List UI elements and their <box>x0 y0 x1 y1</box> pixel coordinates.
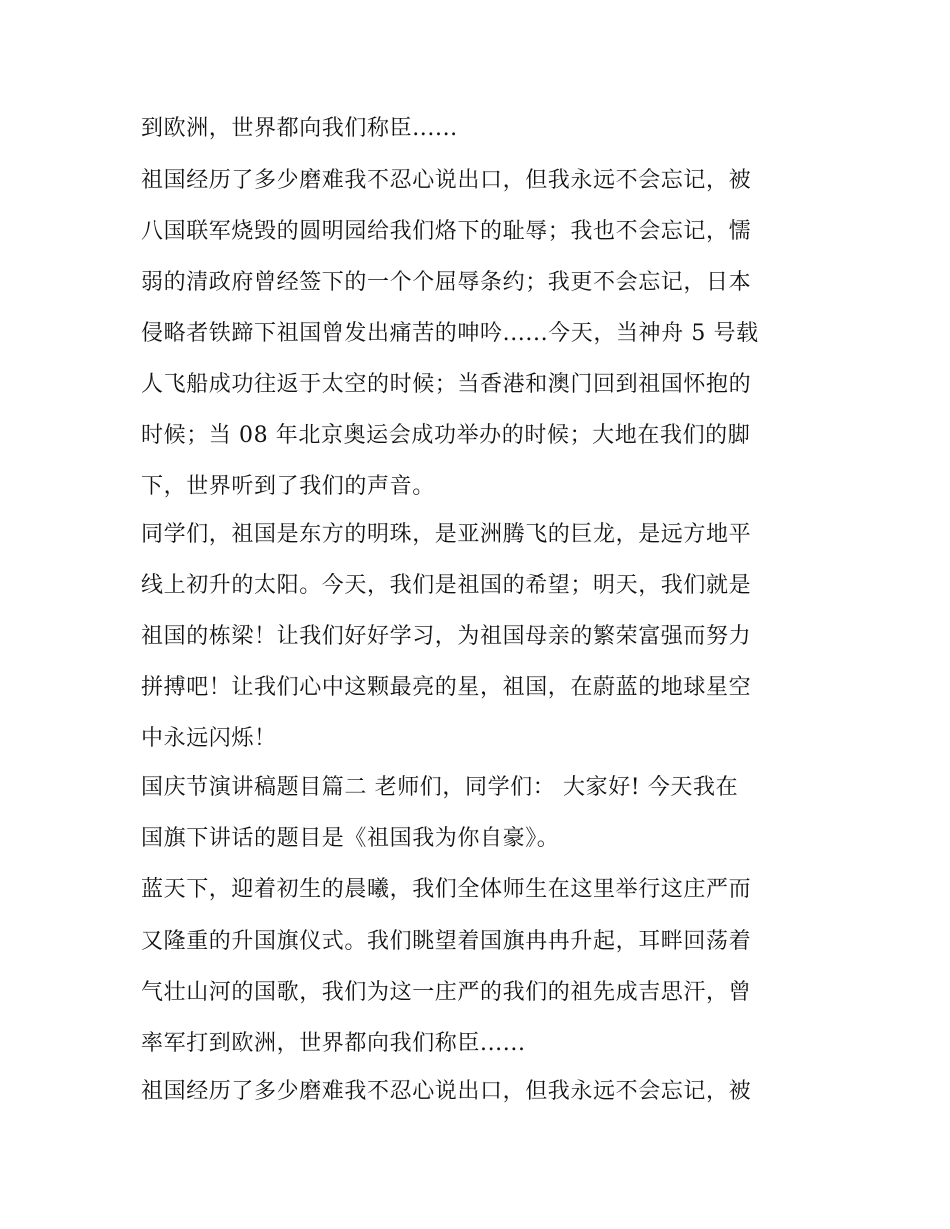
text-line: 到欧洲，世界都向我们称臣...... <box>141 116 458 141</box>
text-line: 国旗下讲话的题目是《祖国我为你自豪》。 <box>141 826 560 851</box>
text-line: 率军打到欧洲，世界都向我们称臣...... <box>141 1031 526 1056</box>
text-line: 国庆节演讲稿题目篇二 老师们，同学们： 大家好! 今天我在 <box>141 775 739 800</box>
text-line: 祖国经历了多少磨难我不忍心说出口，但我永远不会忘记，被 <box>141 168 752 193</box>
text-line: 时候；当 08 年北京奥运会成功举办的时候；大地在我们的脚 <box>141 423 751 448</box>
text-line: 人飞船成功往返于太空的时候；当香港和澳门回到祖国怀抱的 <box>141 372 752 397</box>
text-line: 同学们，祖国是东方的明珠，是亚洲腾飞的巨龙，是远方地平 <box>141 522 752 547</box>
text-line: 祖国经历了多少磨难我不忍心说出口，但我永远不会忘记，被 <box>141 1079 752 1104</box>
text-line: 蓝天下，迎着初生的晨曦，我们全体师生在这里举行这庄严而 <box>141 877 752 902</box>
text-line: 弱的清政府曾经签下的一个个屈辱条约；我更不会忘记，日本 <box>141 270 752 295</box>
text-line: 中永远闪烁！ <box>141 726 277 751</box>
text-line: 线上初升的太阳。今天，我们是祖国的希望；明天，我们就是 <box>141 573 752 598</box>
text-line: 拼搏吧！让我们心中这颗最亮的星，祖国，在蔚蓝的地球星空 <box>141 675 752 700</box>
text-line: 侵略者铁蹄下祖国曾发出痛苦的呻吟......今天，当神舟 5 号载 <box>141 321 759 346</box>
text-line: 气壮山河的国歌，我们为这一庄严的我们的祖先成吉思汗，曾 <box>141 980 752 1005</box>
text-line: 下，世界听到了我们的声音。 <box>141 474 435 499</box>
text-line: 祖国的栋梁！让我们好好学习，为祖国母亲的繁荣富强而努力 <box>141 624 752 649</box>
text-line: 又隆重的升国旗仪式。我们眺望着国旗冉冉升起，耳畔回荡着 <box>141 929 752 954</box>
text-line: 八国联军烧毁的圆明园给我们烙下的耻辱；我也不会忘记，懦 <box>141 219 752 244</box>
